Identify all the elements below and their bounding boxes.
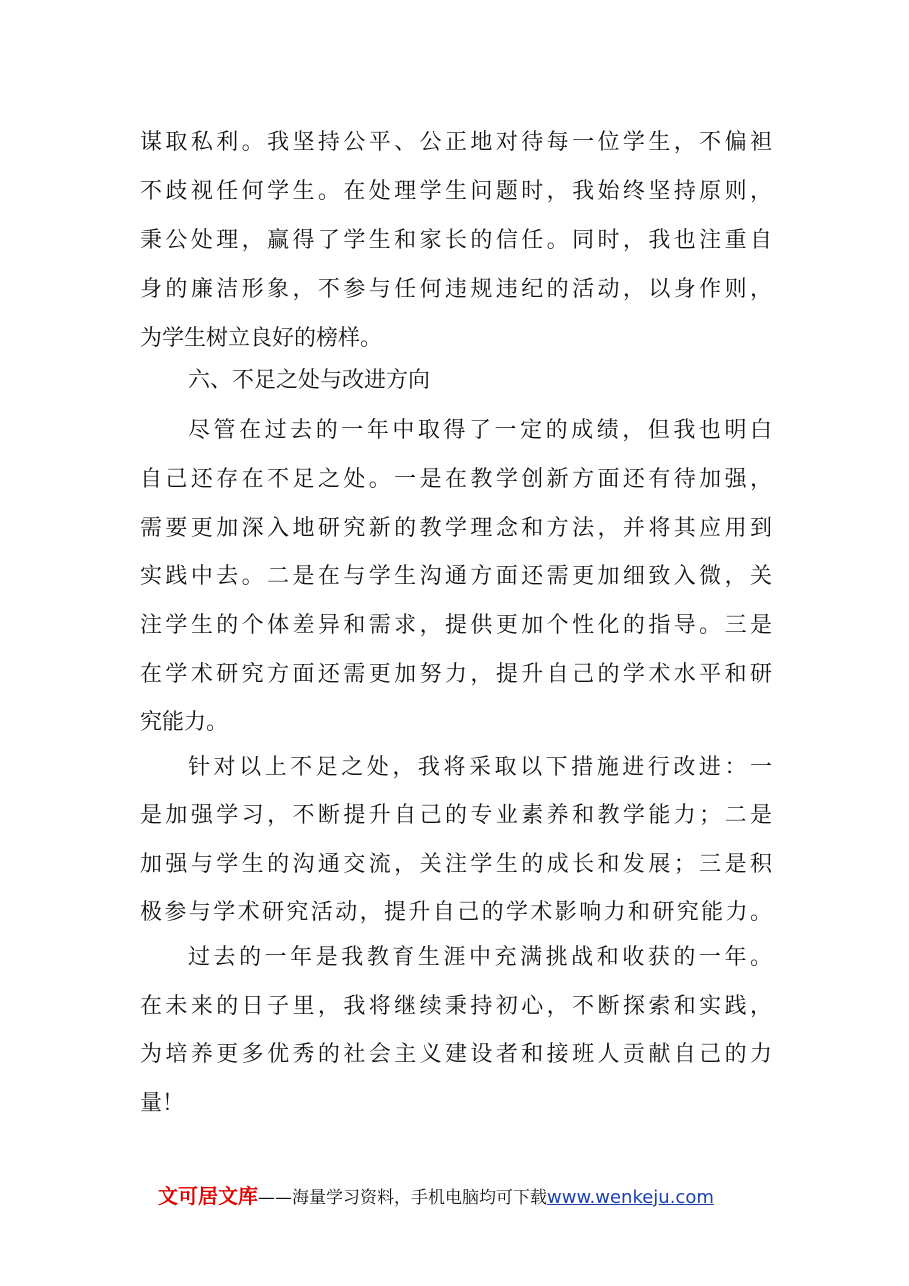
body-line: 过去的一年是我教育生涯中充满挑战和收获的一年。 [188, 945, 772, 970]
body-line: 需要更加深入地研究新的教学理念和方法，并将其应用到 [140, 516, 772, 541]
body-line: 在学术研究方面还需更加努力，提升自己的学术水平和研 [140, 662, 772, 687]
body-line: 为学生树立良好的榜样。 [140, 326, 383, 351]
body-line: 量！ [140, 1091, 185, 1116]
body-line: 谋取私利。我坚持公平、公正地对待每一位学生，不偏袒 [140, 130, 772, 155]
body-line: 身的廉洁形象，不参与任何违规违纪的活动，以身作则， [140, 277, 772, 302]
footer-website-link[interactable]: www.wenkeju.com [547, 1187, 714, 1208]
body-line: 是加强学习，不断提升自己的专业素养和教学能力；二是 [140, 803, 772, 828]
body-line: 自己还存在不足之处。一是在教学创新方面还有待加强， [140, 467, 772, 492]
body-line: 加强与学生的沟通交流，关注学生的成长和发展；三是积 [140, 852, 772, 877]
body-line: 不歧视任何学生。在处理学生问题时，我始终坚持原则， [140, 179, 772, 204]
body-line: 尽管在过去的一年中取得了一定的成绩，但我也明白 [188, 418, 772, 443]
footer-brand: 文可居文库 [158, 1184, 258, 1208]
body-line: 极参与学术研究活动，提升自己的学术影响力和研究能力。 [140, 900, 772, 925]
body-line: 究能力。 [140, 710, 229, 735]
section-heading: 六、不足之处与改进方向 [188, 368, 431, 393]
body-line: 实践中去。二是在与学生沟通方面还需更加细致入微，关 [140, 564, 772, 589]
body-line: 秉公处理，赢得了学生和家长的信任。同时，我也注重自 [140, 228, 772, 253]
footer-banner [158, 1181, 714, 1211]
body-line: 在未来的日子里，我将继续秉持初心，不断探索和实践， [140, 994, 772, 1019]
footer-slogan: ——海量学习资料，手机电脑均可下载 [258, 1188, 547, 1208]
body-line: 针对以上不足之处，我将采取以下措施进行改进：一 [188, 755, 772, 780]
body-line: 注学生的个体差异和需求，提供更加个性化的指导。三是 [140, 613, 772, 638]
body-line: 为培养更多优秀的社会主义建设者和接班人贡献自己的力 [140, 1042, 772, 1067]
